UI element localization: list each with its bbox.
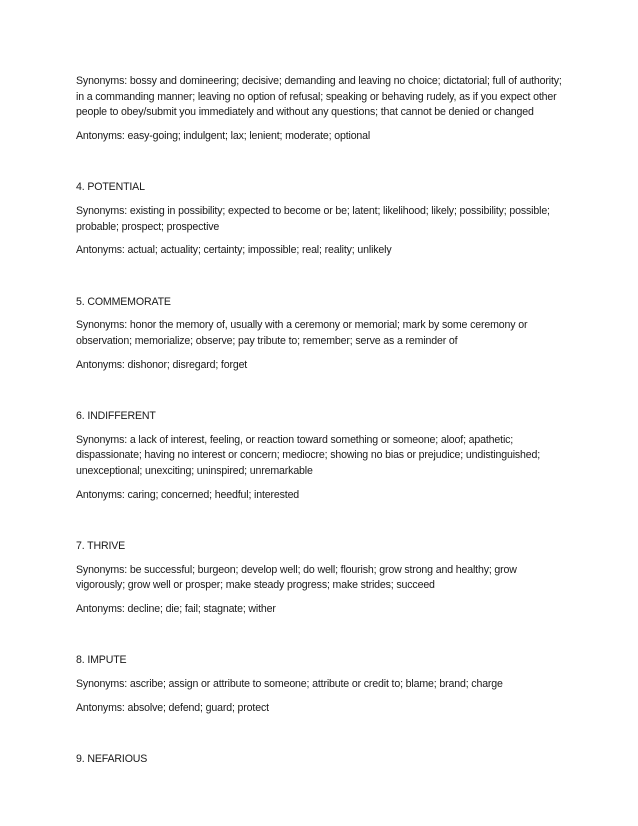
entry-antonyms-impute: Antonyms: absolve; defend; guard; protect [76, 701, 269, 714]
intro-synonyms: Synonyms: bossy and domineering; decisive; demanding and leaving no choice; dictatorial; full of authority; in a commanding manner; leaving no option of refusal; speaking or behaving rudely, as if you expect other people to obey/submit you immediately and without any questions; that cannot be denied or changed [76, 75, 562, 119]
entry-heading-commemorate: 5. COMMEMORATE [76, 295, 171, 308]
entry-heading-potential: 4. POTENTIAL [76, 181, 145, 194]
entry-antonyms-commemorate: Antonyms: dishonor; disregard; forget [76, 358, 248, 371]
entry-heading-thrive: 7. THRIVE [76, 540, 126, 553]
entry-synonyms-indifferent: Synonyms: a lack of interest, feeling, or reaction toward something or someone; aloof; apathetic; dispassionate; having no interest or concern; mediocre; showing no bias or prejudice; undistinguished; unexceptional; unexciting; uninspired; unremarkable [76, 433, 541, 477]
document-page [76, 74, 564, 776]
entry-antonyms-indifferent: Antonyms: caring; concerned; heedful; interested [76, 488, 300, 501]
entry-heading-indifferent: 6. INDIFFERENT [76, 410, 156, 423]
entry-antonyms-thrive: Antonyms: decline; die; fail; stagnate; wither [76, 602, 276, 615]
entry-synonyms-thrive: Synonyms: be successful; burgeon; develop well; do well; flourish; grow strong and healthy; grow vigorously; grow well or prosper; make steady progress; make strides; succeed [76, 563, 517, 592]
intro-antonyms: Antonyms: easy-going; indulgent; lax; lenient; moderate; optional [76, 129, 371, 142]
entry-synonyms-potential: Synonyms: existing in possibility; expected to become or be; latent; likelihood; likely; possibility; possible; probable; prospect; prospective [76, 204, 550, 233]
entry-synonyms-impute: Synonyms: ascribe; assign or attribute to someone; attribute or credit to; blame; brand; charge [76, 678, 503, 691]
entry-antonyms-potential: Antonyms: actual; actuality; certainty; impossible; real; reality; unlikely [76, 244, 392, 257]
entry-heading-impute: 8. IMPUTE [76, 654, 127, 667]
entry-synonyms-commemorate: Synonyms: honor the memory of, usually with a ceremony or memorial; mark by some ceremony or observation; memorialize; observe; pay tribute to; remember; serve as a reminder of [76, 319, 528, 347]
entry-heading-nefarious: 9. NEFARIOUS [76, 753, 148, 766]
